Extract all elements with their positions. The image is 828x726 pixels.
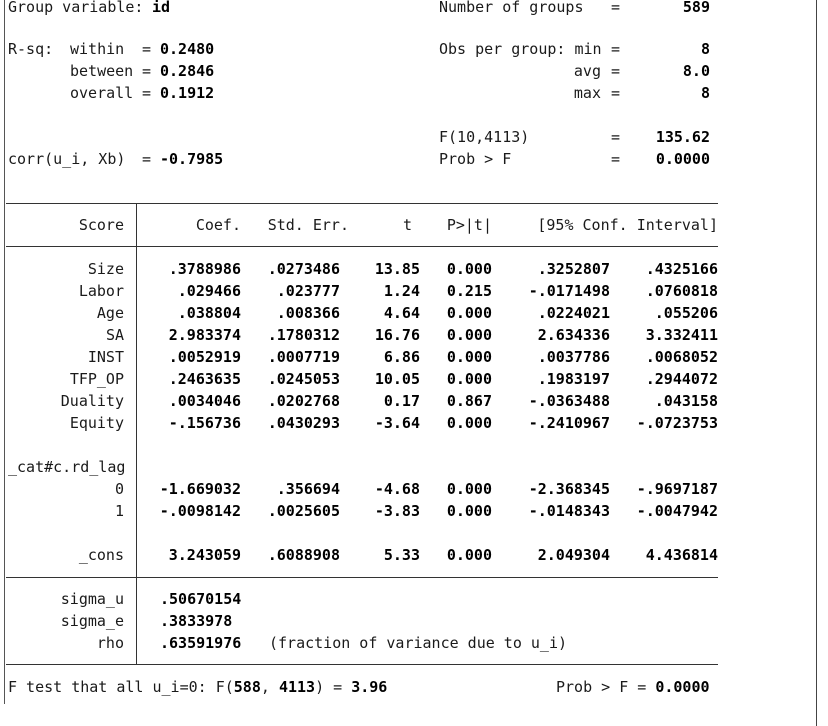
row-std-err: .0007719 xyxy=(267,348,340,366)
row-name: 0 xyxy=(114,480,124,498)
f-test-sep: , xyxy=(260,678,279,696)
obs-max-value: 8 xyxy=(700,84,710,102)
f-test-prob-label: Prob > F = xyxy=(556,678,656,696)
between-value: 0.2846 xyxy=(160,62,215,80)
row-name: Duality xyxy=(60,392,124,410)
row-ci-low: .0224021 xyxy=(537,304,610,322)
corr-value: -0.7985 xyxy=(160,150,224,168)
number-of-groups-value: 589 xyxy=(682,0,710,16)
row-std-err: .0430293 xyxy=(267,414,340,432)
row-ci-low: .0037786 xyxy=(537,348,610,366)
row-coef: .3788986 xyxy=(168,260,241,278)
variance-name: rho xyxy=(96,634,124,652)
group-variable-label: Group variable: xyxy=(8,0,144,16)
variance-value: .50670154 xyxy=(160,590,242,608)
row-p: 0.000 xyxy=(446,546,492,564)
row-t: 13.85 xyxy=(374,260,420,278)
header-p: P>|t| xyxy=(446,216,492,234)
row-ci-high: .0068052 xyxy=(645,348,718,366)
row-t: 10.05 xyxy=(374,370,420,388)
row-t: 16.76 xyxy=(374,326,420,344)
table-bottom-rule xyxy=(6,664,718,665)
obs-avg-label: avg xyxy=(573,62,601,80)
row-p: 0.000 xyxy=(446,348,492,366)
row-coef: -.156736 xyxy=(168,414,241,432)
window-right-border xyxy=(816,0,817,726)
row-t: 1.24 xyxy=(383,282,420,300)
row-coef: .029466 xyxy=(177,282,241,300)
row-t: -4.68 xyxy=(374,480,420,498)
row-ci-high: .043158 xyxy=(654,392,718,410)
number-of-groups-label: Number of groups xyxy=(439,0,584,16)
equals-sign: = xyxy=(611,150,621,168)
overall-value: 0.1912 xyxy=(160,84,215,102)
factor-variable-label: _cat#c.rd_lag xyxy=(8,458,126,476)
row-t: -3.83 xyxy=(374,502,420,520)
row-t: 6.86 xyxy=(383,348,420,366)
row-ci-high: .0760818 xyxy=(645,282,718,300)
row-ci-low: -2.368345 xyxy=(528,480,610,498)
row-t: 4.64 xyxy=(383,304,420,322)
header-t: t xyxy=(402,216,412,234)
row-p: 0.000 xyxy=(446,370,492,388)
table-header-rule xyxy=(6,246,718,247)
equals-sign: = xyxy=(611,128,621,146)
obs-avg-value: 8.0 xyxy=(682,62,710,80)
f-test-prob-value: 0.0000 xyxy=(655,678,710,696)
row-std-err: .0025605 xyxy=(267,502,340,520)
equals-sign: = xyxy=(142,62,152,80)
between-label: between xyxy=(70,62,134,80)
f-test-line xyxy=(8,677,387,697)
row-p: 0.000 xyxy=(446,502,492,520)
row-t: 5.33 xyxy=(383,546,420,564)
row-t: -3.64 xyxy=(374,414,420,432)
row-coef: -1.669032 xyxy=(159,480,241,498)
variance-value: .63591976 xyxy=(160,634,242,652)
row-name: INST xyxy=(87,348,124,366)
f-test-df2: 4113 xyxy=(278,678,316,696)
row-name: Equity xyxy=(69,414,124,432)
row-ci-high: 4.436814 xyxy=(645,546,718,564)
f-test-prob xyxy=(556,677,710,697)
row-coef: 3.243059 xyxy=(168,546,241,564)
row-ci-low: -.0148343 xyxy=(528,502,610,520)
row-ci-low: -.0363488 xyxy=(528,392,610,410)
obs-max-label: max xyxy=(573,84,601,102)
prob-f-label: Prob > F xyxy=(439,150,512,168)
variance-name: sigma_e xyxy=(60,612,124,630)
row-std-err: .023777 xyxy=(276,282,340,300)
row-p: 0.000 xyxy=(446,414,492,432)
within-value: 0.2480 xyxy=(160,40,215,58)
row-ci-low: -.2410967 xyxy=(528,414,610,432)
row-p: 0.000 xyxy=(446,480,492,498)
row-p: 0.000 xyxy=(446,260,492,278)
row-coef: -.0098142 xyxy=(159,502,241,520)
row-name: TFP_OP xyxy=(69,370,124,388)
row-ci-high: .4325166 xyxy=(645,260,718,278)
equals-sign: = xyxy=(611,40,621,58)
table-variance-rule xyxy=(6,577,718,578)
row-p: 0.867 xyxy=(446,392,492,410)
header-std-err: Std. Err. xyxy=(267,216,349,234)
table-column-separator xyxy=(136,203,137,664)
obs-per-group-label: Obs per group: min xyxy=(439,40,602,58)
variance-name: sigma_u xyxy=(60,590,124,608)
header-depvar: Score xyxy=(78,216,124,234)
row-ci-low: .3252807 xyxy=(537,260,610,278)
obs-min-value: 8 xyxy=(700,40,710,58)
row-ci-high: .2944072 xyxy=(645,370,718,388)
row-std-err: .6088908 xyxy=(267,546,340,564)
equals-sign: = xyxy=(142,40,152,58)
header-conf-interval: [95% Conf. Interval] xyxy=(537,216,718,234)
row-ci-high: -.0047942 xyxy=(636,502,718,520)
equals-sign: = xyxy=(142,150,152,168)
row-std-err: .1780312 xyxy=(267,326,340,344)
row-ci-low: -.0171498 xyxy=(528,282,610,300)
row-ci-high: -.0723753 xyxy=(636,414,718,432)
row-name: SA xyxy=(105,326,124,344)
row-ci-high: .055206 xyxy=(654,304,718,322)
row-std-err: .0202768 xyxy=(267,392,340,410)
equals-sign: = xyxy=(611,84,621,102)
f-test-df1: 588 xyxy=(233,678,261,696)
f-stat-value: 135.62 xyxy=(655,128,710,146)
equals-sign: = xyxy=(142,84,152,102)
row-coef: .2463635 xyxy=(168,370,241,388)
f-stat-label: F(10,4113) xyxy=(439,128,530,146)
row-coef: .038804 xyxy=(177,304,241,322)
row-name: Labor xyxy=(78,282,124,300)
row-name: 1 xyxy=(114,502,124,520)
row-ci-low: 2.634336 xyxy=(537,326,610,344)
row-coef: 2.983374 xyxy=(168,326,241,344)
row-ci-high: -.9697187 xyxy=(636,480,718,498)
row-ci-low: .1983197 xyxy=(537,370,610,388)
overall-label: overall xyxy=(70,84,134,102)
header-coef: Coef. xyxy=(195,216,241,234)
prob-f-value: 0.0000 xyxy=(655,150,710,168)
f-test-value: 3.96 xyxy=(351,678,388,696)
row-name: Age xyxy=(96,304,124,322)
rsq-label: R-sq: xyxy=(8,40,54,58)
row-std-err: .008366 xyxy=(276,304,340,322)
row-std-err: .356694 xyxy=(276,480,340,498)
equals-sign: = xyxy=(611,62,621,80)
within-label: within xyxy=(70,40,125,58)
table-top-rule xyxy=(6,203,718,204)
f-test-close: ) = xyxy=(315,678,352,696)
window-left-border xyxy=(4,0,5,704)
row-ci-low: 2.049304 xyxy=(537,546,610,564)
rho-note: (fraction of variance due to u_i) xyxy=(269,634,568,652)
row-p: 0.215 xyxy=(446,282,492,300)
row-std-err: .0273486 xyxy=(267,260,340,278)
f-test-label: F test that all u_i=0: F( xyxy=(8,678,234,696)
equals-sign: = xyxy=(611,0,621,16)
variance-value: .3833978 xyxy=(160,612,233,630)
row-coef: .0052919 xyxy=(168,348,241,366)
corr-label: corr(u_i, Xb) xyxy=(8,150,126,168)
row-ci-high: 3.332411 xyxy=(645,326,718,344)
row-name: _cons xyxy=(78,546,124,564)
row-name: Size xyxy=(87,260,124,278)
row-std-err: .0245053 xyxy=(267,370,340,388)
group-variable-value: id xyxy=(152,0,171,16)
row-t: 0.17 xyxy=(383,392,420,410)
row-p: 0.000 xyxy=(446,304,492,322)
row-coef: .0034046 xyxy=(168,392,241,410)
row-p: 0.000 xyxy=(446,326,492,344)
